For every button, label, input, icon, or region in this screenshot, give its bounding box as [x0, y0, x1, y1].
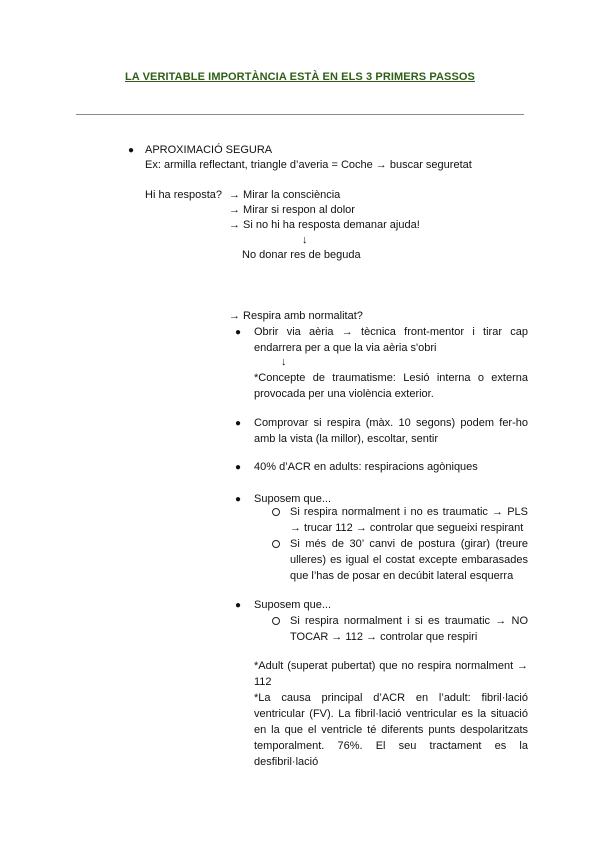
case-a-line-1: Si respira normalment i no es traumatic → PLS: [290, 506, 528, 518]
bullet-icon: ●: [235, 600, 242, 611]
airway-line-1: Obrir via aèria → tècnica front-mentor i tirar cap: [254, 326, 528, 338]
example-text: Ex: armilla reflectant, triangle d’averia = Coche → buscar seguretat: [145, 159, 472, 171]
bullet-icon: ●: [235, 327, 242, 338]
suppose1-case-b: [290, 536, 528, 584]
airway-line-2: endarrera per a que la via aèria s'obri: [254, 342, 437, 354]
trauma-concept: [254, 370, 528, 402]
case-c-line-2: TOCAR → 112 → controlar que respiri: [290, 631, 478, 643]
note-line-7: desfibril·lació: [254, 756, 319, 768]
bullet-icon: ●: [235, 418, 242, 429]
case-b-line-3: que l’has de posar en decúbit lateral esquerra: [290, 570, 514, 582]
bullet-icon: ●: [128, 145, 135, 156]
airway-text: [254, 324, 528, 356]
suppose2-case-a: [290, 613, 528, 645]
bullet-icon: ●: [235, 462, 242, 473]
down-arrow-icon: ↓: [281, 356, 287, 368]
check-breathing: [254, 415, 528, 447]
note-line-2: 112: [254, 676, 272, 688]
circle-bullet-icon: [272, 617, 280, 625]
check-line-1: Comprovar si respira (màx. 10 segons) podem fer-ho: [254, 417, 528, 429]
response-note: No donar res de beguda: [242, 249, 361, 261]
note-line-5: en la que el ventricle té diferents punts despolaritzats: [254, 724, 528, 736]
suppose1-case-a: [290, 504, 528, 536]
trauma-line-1: *Concepte de traumatisme: Lesió interna o externa: [254, 372, 528, 384]
case-a-line-2: → trucar 112 → controlar que segueixi respirant: [290, 522, 524, 534]
section-heading-aproximacio: APROXIMACIÓ SEGURA: [145, 144, 273, 156]
check-line-2: amb la vista (la millor), escoltar, sentir: [254, 433, 438, 445]
case-c-line-1: Si respira normalment i si es traumatic → NO: [290, 615, 528, 627]
bullet-icon: ●: [235, 494, 242, 505]
breathing-heading: → Respira amb normalitat?: [229, 310, 363, 322]
suppose-label-2: Suposem que...: [254, 599, 332, 611]
trauma-line-2: provocada per una violència exterior.: [254, 388, 434, 400]
horizontal-divider: [76, 114, 524, 115]
note-line-4: ventricular (FV). La fibril·lació ventricular es la situació: [254, 708, 528, 720]
note-line-6: temporalment. 76%. El seu tractament es la: [254, 740, 528, 752]
final-notes: [254, 658, 528, 770]
case-b-line-1: Si més de 30’ canvi de postura (girar) (treure: [290, 538, 528, 550]
page-title: LA VERITABLE IMPORTÀNCIA ESTÀ EN ELS 3 PRIMERS PASSOS: [124, 71, 475, 83]
note-line-1: *Adult (superat pubertat) que no respira normalment →: [254, 660, 528, 672]
suppose-label-1: Suposem que...: [254, 493, 332, 505]
circle-bullet-icon: [272, 540, 280, 548]
response-step-3: → Si no hi ha resposta demanar ajuda!: [229, 219, 420, 231]
circle-bullet-icon: [272, 508, 280, 516]
response-question: Hi ha resposta?: [145, 189, 223, 201]
down-arrow-icon: ↓: [302, 234, 308, 246]
case-b-line-2: ulleres) es igual el costat excepte embarasades: [290, 554, 528, 566]
acr-statistic: 40% d’ACR en adults: respiracions agòniques: [254, 461, 478, 473]
note-line-3: *La causa principal d’ACR en l’adult: fibril·lació: [254, 692, 528, 704]
response-step-1: → Mirar la consciència: [229, 189, 341, 201]
response-step-2: → Mirar si respon al dolor: [229, 204, 355, 216]
